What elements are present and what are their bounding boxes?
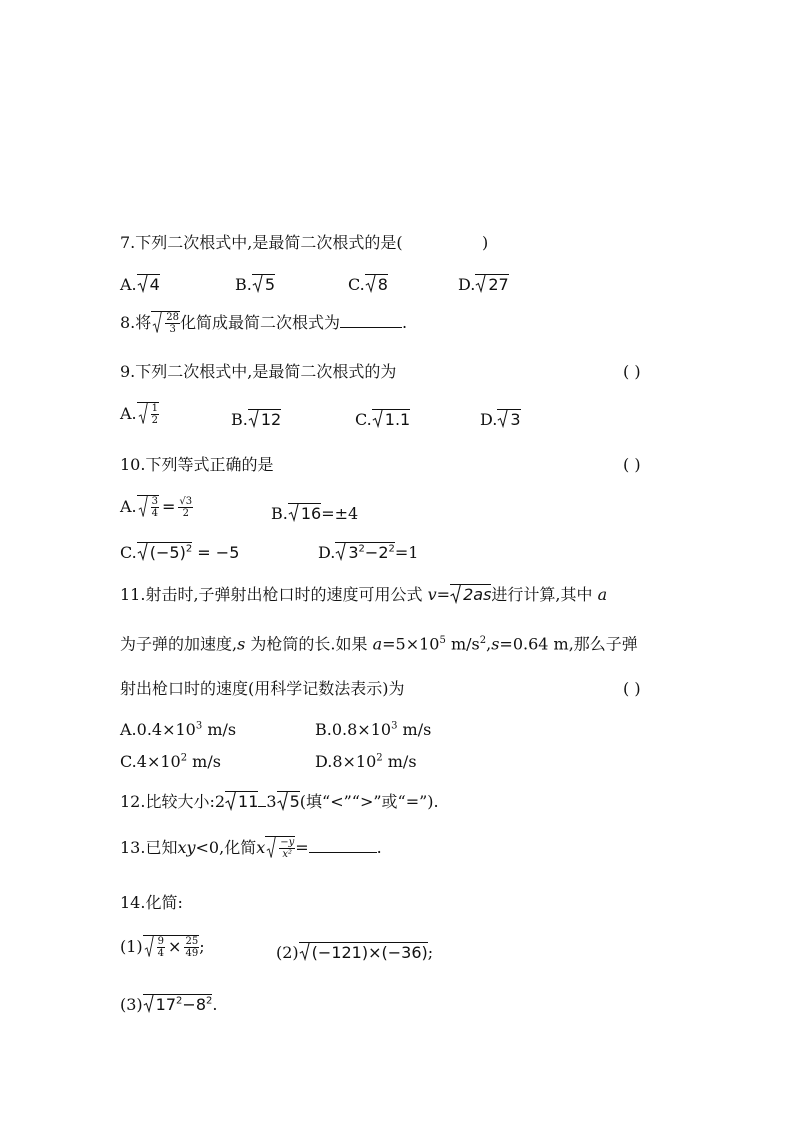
radical: 27 [475,274,508,294]
q10-option-b: B. 16=±4 [271,504,359,523]
q14-stem: 14.化简: [120,893,183,912]
q10-option-d: D. $3^2-2^2=1$ [318,543,419,562]
q7-option-a: A. 4 [120,275,160,294]
q11-bracket: ( ) [623,679,641,698]
q9-option-c: C. 1.1 [355,410,411,429]
q14-part-1: (1) $\frac{9}{4}$ × $\frac{25}{49}$ ; [120,936,205,959]
radical: 5 [277,791,300,812]
q10-option-c: C. $(-5)^2 = -5$ [120,543,240,562]
radical: 2as [450,584,491,605]
q11-line-1: 11.射击时,子弹射出枪口时的速度可用公式 v= 2as进行计算,其中 a [120,585,608,604]
q9-option-b: B. 12 [231,410,282,429]
q13-stem: 13.已知xy<0,化简x $\frac{-y}{\text{x²}}$ = . [120,837,382,860]
q14-part-2: (2) (−121)×(−36); [276,943,434,962]
radical: $\frac{-y}{\text{x²}}$ [265,836,295,860]
radical: 16 [288,503,321,523]
radical: $3^2-2^2$ [335,542,395,562]
radical: $17^2-8^2$ [143,994,213,1014]
radical: 11 [225,791,258,812]
radical: $\frac{9}{4}$ × $\frac{25}{49}$ [143,935,200,959]
radical: 3 [497,409,520,429]
q7-option-c: C. 8 [348,275,388,294]
q9-stem: 9.下列二次根式中,是最简二次根式的为 [120,362,397,381]
radical: $\frac{1}{2}$ [137,402,159,426]
q9-option-a: A. $\frac{1}{2}$ [120,403,159,426]
q11-option-b: $B.0.8\times 10^3$ m/s [315,720,432,739]
answer-blank[interactable] [309,838,377,853]
radical: $\frac{28}{3}$ [151,311,180,335]
answer-blank[interactable] [340,313,402,328]
q7-option-d: D. 27 [458,275,509,294]
radical: 4 [137,274,160,294]
q14-part-3: (3) $17^2-8^2$. [120,995,218,1014]
q11-option-c: $C.4\times 10^2$ m/s [120,752,221,771]
q9-option-d: D. 3 [480,410,521,429]
q11-line-3: 射出枪口时的速度(用科学记数法表示)为 [120,679,405,698]
q7-stem: 7.下列二次根式中,是最简二次根式的是( [120,233,403,252]
q10-option-a: A. $\frac{3}{4}$ = $\frac{√3}{2}$ [120,496,193,519]
radical: 8 [365,274,388,294]
radical: (−121)×(−36) [299,942,428,962]
q11-option-a: $A.0.4\times 10^3$ m/s [120,720,237,739]
radical: 12 [248,409,281,429]
radical: $(-5)^2$ [137,542,192,562]
radical: 5 [252,274,275,294]
q11-option-d: $D.8\times 10^2$ m/s [315,752,417,771]
q9-bracket: ( ) [623,362,641,381]
q7-close-paren: ) [482,233,489,252]
q10-stem: 10.下列等式正确的是 [120,455,274,474]
q11-line-2: 为子弹的加速度,s 为枪筒的长.如果 $a=5\times 10^5$ $m/s^2,s=0.64$ m,那么子弹 [120,634,638,654]
radical: $\frac{3}{4}$ [137,495,159,519]
q8-stem: 8.将 $\frac{28}{3}$ 化简成最简二次根式为 . [120,312,408,335]
q7-option-b: B. 5 [235,275,276,294]
q10-bracket: ( ) [623,455,641,474]
radical: 1.1 [372,409,410,429]
q12-stem: 12.比较大小:2 11 3 5(填“<”“>”或“=”). [120,792,439,811]
